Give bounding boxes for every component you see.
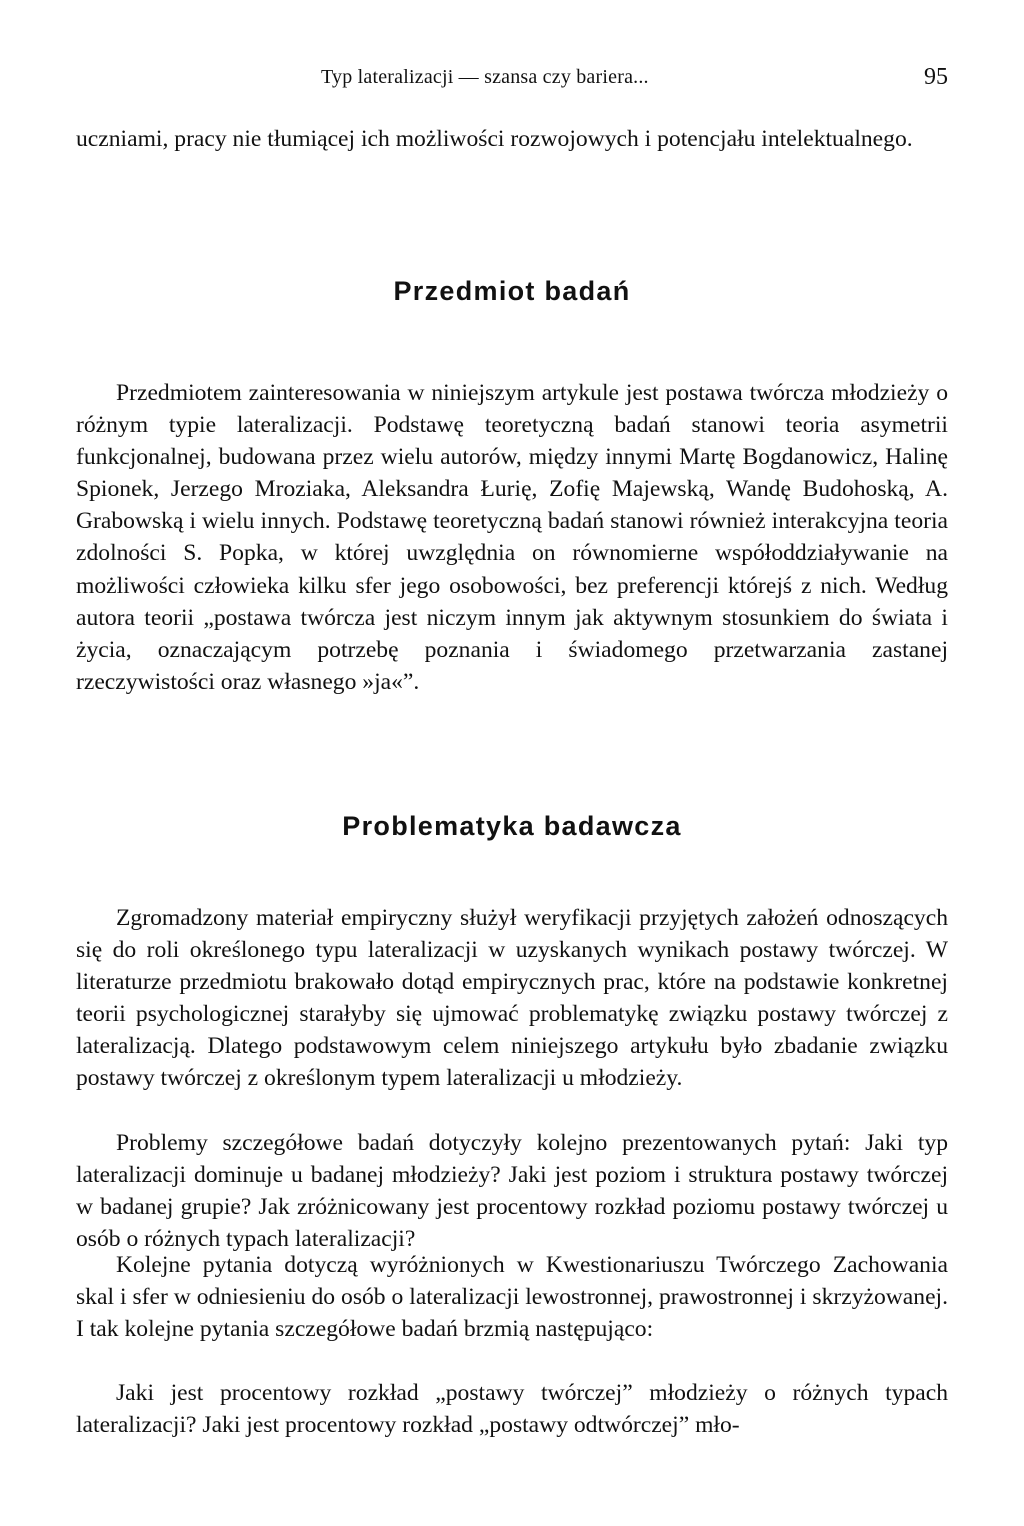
section-heading-przedmiot-badan: Przedmiot badań [393,276,631,306]
running-title: Typ lateralizacji — szansa czy bariera... [321,66,649,88]
paragraph-przedmiot: Przedmiotem zainteresowania w niniejszym artykule jest postawa twórcza młodzieży o różnym typie lateralizacji. Podstawę teoretyczną badań stanowi teoria asymetrii funkcjonalnej, budowana przez wielu autorów, między innymi Martę Bogdanowicz, Halinę Spionek, Jerzego Mroziaka, Aleksandra Łurię, Zofię Majewską, Wandę Budohoską, A. Grabowską i wielu innych. Podstawę teoretyczną badań stanowi również interakcyjna teoria zdolności S. Popka, w której uwzględnia on równomierne współoddziaływanie na możliwości człowieka kilku sfer jego osobowości, bez preferencji którejś z nich. Według autora teorii „postawa twórcza jest niczym innym jak aktywnym stosunkiem do świata i życia, oznaczającym potrzebę poznania i świadomego przetwarzania zastanej rzeczywistości oraz własnego »ja«”. [76,380,948,695]
running-header [76,66,948,96]
page-number: 95 [924,64,948,90]
paragraph-problematyka-1: Zgromadzony materiał empiryczny służył weryfikacji przyjętych założeń odnoszących się do roli określonego typu lateralizacji w uzyskanych wynikach postawy twórczej. W literaturze przedmiotu brakowało dotąd empirycznych prac, które na podstawie konkretnej teorii psychologicznej starałyby się ujmować problematykę związku postawy twórczej z lateralizacją. Dlatego podstawowym celem niniejszego artykułu było zbadanie związku postawy twórczej z określonym typem lateralizacji u młodzieży. [76,905,948,1092]
section-heading-problematyka-badawcza: Problematyka badawcza [342,811,682,841]
paragraph-continuation: uczniami, pracy nie tłumiącej ich możliwości rozwojowych i potencjału intelektualnego. [76,126,913,152]
paragraph-problematyka-4: Jaki jest procentowy rozkład „postawy twórczej” młodzieży o różnych typach lateralizacji? Jaki jest procentowy rozkład „postawy odtwórczej” mło- [76,1380,948,1439]
paragraph-problematyka-2: Problemy szczegółowe badań dotyczyły kolejno prezentowanych pytań: Jaki typ lateralizacji dominuje u badanej młodzieży? Jaki jest poziom i struktura postawy twórczej w badanej grupie? Jak zróżnicowany jest procentowy rozkład poziomu postawy twórczej u osób o różnych typach lateralizacji? [76,1130,948,1253]
paragraph-problematyka-3: Kolejne pytania dotyczą wyróżnionych w Kwestionariuszu Twórczego Zachowania skal i sfer w odniesieniu do osób o lateralizacji lewostronnej, prawostronnej i skrzyżowanej. I tak kolejne pytania szczegółowe badań brzmią następująco: [76,1252,948,1343]
